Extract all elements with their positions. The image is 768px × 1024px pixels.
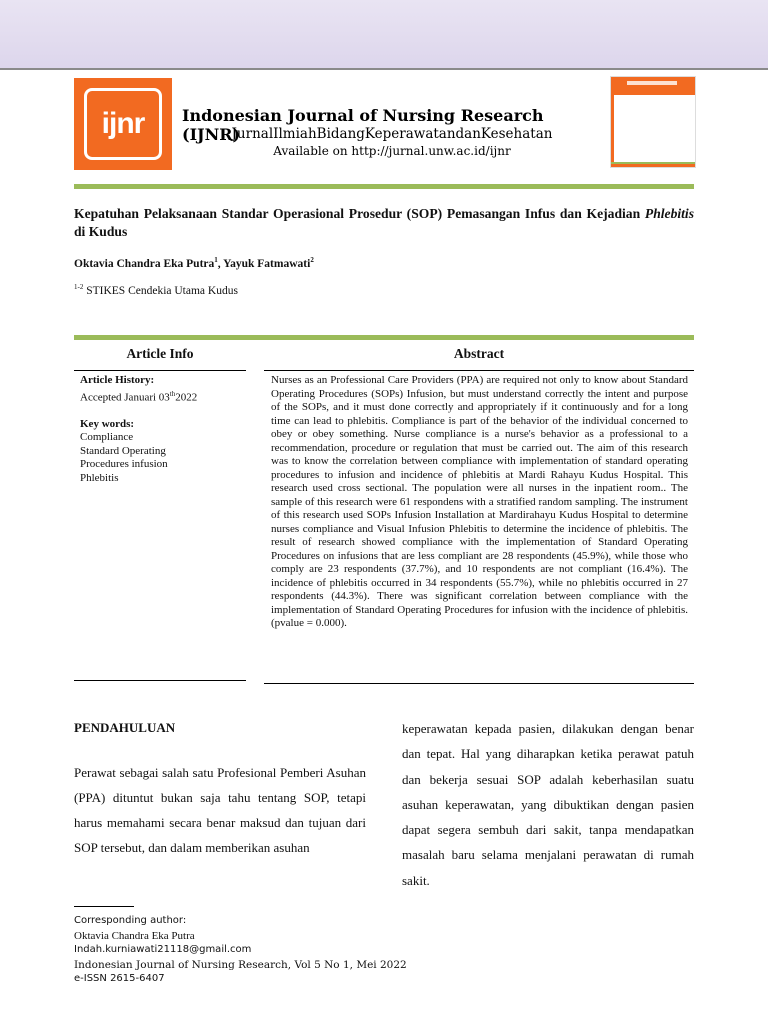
body-right-column: keperawatan kepada pasien, dilakukan dengan benar dan tepat. Hal yang diharapkan ketika perawat patuh dan bekerja sesuai SOP adalah keberhasilan suatu asuhan keperawatan, yang dibuktikan dengan pasien dapat segera sembuh dari sakit, tanpa mendapatkan masalah baru selama menjalani perawatan di rumah sakit. <box>402 721 694 888</box>
author-name: , Yayuk Fatmawati <box>217 257 311 270</box>
affiliation <box>74 283 694 297</box>
footnote <box>74 914 474 987</box>
journal-url: Available on http://jurnal.unw.ac.id/ijnr <box>273 144 511 158</box>
authors <box>74 256 694 270</box>
corresponding-email: Indah.kurniawati21118@gmail.com <box>74 944 252 955</box>
corresponding-name: Oktavia Chandra Eka Putra <box>74 929 195 942</box>
spacer <box>80 405 245 418</box>
logo-text: ijnr <box>84 88 162 160</box>
journal-cover-thumbnail <box>610 76 696 168</box>
cover-bottom-line <box>611 164 695 167</box>
affiliation-sup: 1-2 <box>74 283 84 291</box>
abstract-heading: Abstract <box>453 346 505 361</box>
keywords-label: Key words: <box>80 417 135 430</box>
author-name: Oktavia Chandra Eka Putra <box>74 257 215 270</box>
keyword: Compliance <box>80 431 134 444</box>
accepted-prefix: Accepted Januari 03 <box>80 391 170 404</box>
issn: e-ISSN 2615-6407 <box>74 973 165 984</box>
journal-logo <box>74 78 172 170</box>
keyword: Phlebitis <box>80 471 119 484</box>
affiliation-text: STIKES Cendekia Utama Kudus <box>83 284 238 297</box>
abstract-text: Nurses as an Professional Care Providers (PPA) are required not only to know about Standard Operating Procedures (SOPs) Infusion, but must understand correctly the intent and purpose of the SOPs, and it must done correctly and appropriately if it continuously and for a long time can lead to phlebitis. Compliance is part of the behavior of the individual concerned to obey or obey something. Nurse compliance is a nurse's behavior as a professional to a recommendation, procedure or regulation that must be carried out. The aim of this research was to know the correlation between compliance with implementation of standard operating procedures to infusion and incidence of phlebitis at Mardi Rahayu Kudus Hospital. This research used cross sectional. The population were all nurses in the inpatient room.. The sample of this research were 61 respondens with a stratified random sampling. The instrument of this research used SOPs Infusion Installation at Mardirahayu Kudus Hospital to determine nurses compliance and Visual Infusion Phlebitis to determine the incidence of phlebitis. The result of research showed compliance with the implementation of Standard Operating Procedures on infusions that are less compliant are 28 respondents (45.9%), while those who comply are 23 respondents (37.7%), and 10 respondents are not compliant (16.4%). The incidence of phlebitis occurred in 34 respondents (55.7%), while no phlebitis occurred in 27 respondents (44.3%). There was significant correlation between compliance with the implementation of Standard Operating Procedures for infusion with the incidence of phlebitis. (pvalue = 0.000). <box>271 374 688 629</box>
abstract-top-rule <box>264 370 694 371</box>
paper-title-part2: di Kudus <box>74 224 128 239</box>
paper-title-italic: Phlebitis <box>644 206 694 221</box>
paper-title-part1: Kepatuhan Pelaksanaan Standar Operasional Prosedur (SOP) Pemasangan Infus dan Kejadian <box>74 206 645 221</box>
cover-band-text <box>627 81 677 85</box>
history-label: Article History: <box>80 374 155 386</box>
author-sup: 1 <box>214 256 218 264</box>
paper-title <box>74 205 694 241</box>
header-divider <box>74 184 694 189</box>
info-bottom-rule <box>74 680 246 681</box>
keyword: Procedures infusion <box>80 458 168 471</box>
viewer-top-bar <box>0 0 768 70</box>
footnote-rule <box>74 906 134 907</box>
author-sup: 2 <box>310 256 314 264</box>
section-divider <box>74 335 694 340</box>
corresponding-label: Corresponding author: <box>74 915 187 926</box>
journal-subtitle: JurnalIlmiahBidangKeperawatandanKesehatan <box>231 126 553 142</box>
journal-citation: Indonesian Journal of Nursing Research, Vol 5 No 1, Mei 2022 <box>74 958 407 971</box>
cover-band <box>611 77 695 95</box>
abstract-bottom-rule <box>264 683 694 684</box>
accepted-year: 2022 <box>175 391 198 404</box>
section-heading: PENDAHULUAN <box>74 720 176 735</box>
body-left-column: Perawat sebagai salah satu Profesional Pemberi Asuhan (PPA) dituntut bukan saja tahu tentang SOP, tetapi harus memahami secara benar maksud dan tujuan dari SOP tersebut, dan dalam memberikan asuhan <box>74 765 366 855</box>
accepted-date <box>80 388 245 405</box>
accepted-sup: th <box>169 389 176 398</box>
keyword: Standard Operating <box>80 444 166 457</box>
article-info <box>80 374 245 485</box>
cover-stripe <box>611 77 614 167</box>
journal-title: Indonesian Journal of Nursing Research (IJNR) <box>182 106 544 144</box>
article-info-heading: Article Info <box>126 346 194 361</box>
info-top-rule <box>74 370 246 371</box>
